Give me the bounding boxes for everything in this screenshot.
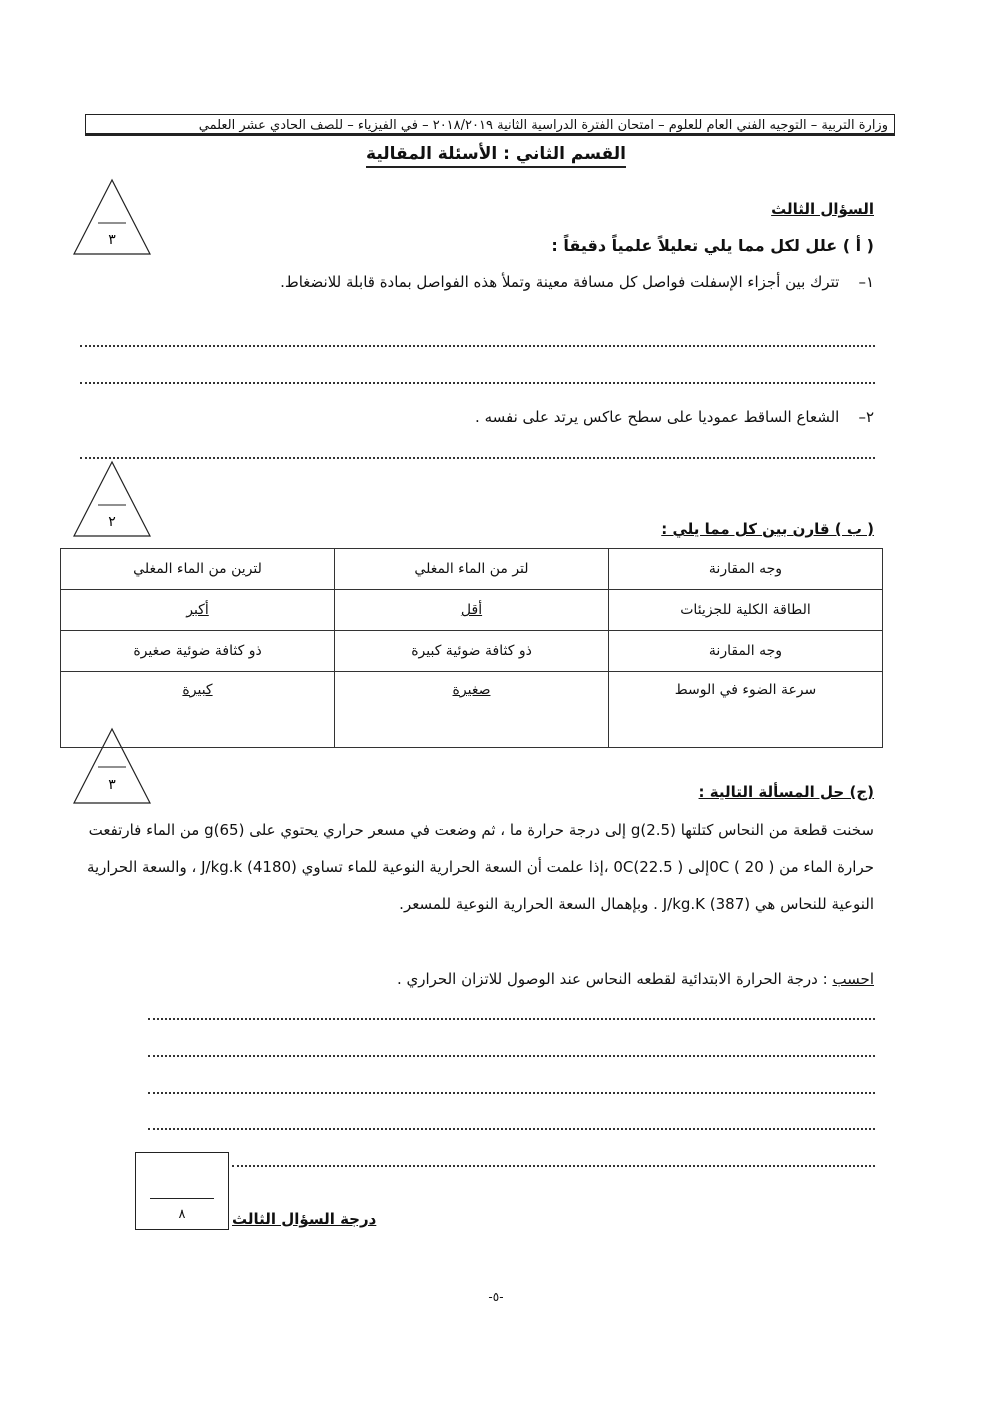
item-text: الشعاع الساقط عموديا على سطح عاكس يرتد على نفسه . bbox=[475, 408, 840, 426]
table-cell: لترين من الماء المغلي bbox=[61, 549, 335, 590]
answer-line[interactable] bbox=[80, 345, 875, 347]
score-triangle-a bbox=[72, 178, 152, 256]
table-row bbox=[61, 672, 883, 748]
answer-cell[interactable]: صغيرة bbox=[335, 672, 609, 748]
table-cell: وجه المقارنة bbox=[609, 549, 883, 590]
section-title bbox=[0, 144, 992, 164]
table-cell: وجه المقارنة bbox=[609, 631, 883, 672]
answer-line[interactable] bbox=[80, 457, 875, 459]
part-c-title: (ج) حل المسألة التالية : bbox=[698, 783, 874, 801]
answer-line[interactable] bbox=[148, 1055, 875, 1057]
total-label: درجة السؤال الثالث bbox=[232, 1210, 377, 1228]
table-cell: الطاقة الكلية للجزيئات bbox=[609, 590, 883, 631]
table-row bbox=[61, 631, 883, 672]
part-a-item-2 bbox=[114, 408, 874, 426]
item-text: تترك بين أجزاء الإسفلت فواصل كل مسافة معينة وتملأ هذه الفواصل بمادة قابلة للانضغاط. bbox=[280, 273, 840, 291]
score-triangle-c bbox=[72, 727, 152, 805]
answer-line[interactable] bbox=[148, 1018, 875, 1020]
score-divider bbox=[150, 1198, 214, 1199]
table-row bbox=[61, 590, 883, 631]
item-number: ٢– bbox=[858, 408, 874, 426]
page-number: -٥- bbox=[488, 1290, 504, 1304]
total-score-box bbox=[135, 1152, 229, 1230]
question-title: السؤال الثالث bbox=[771, 200, 874, 218]
comparison-table bbox=[60, 548, 883, 748]
answer-line[interactable] bbox=[232, 1165, 875, 1167]
score-triangle-b bbox=[72, 460, 152, 538]
part-b-title: ( ب ) قارن بين كل مما يلي : bbox=[661, 520, 874, 538]
section-title-text: القسم الثاني : الأسئلة المقالية bbox=[366, 144, 626, 168]
problem-text: سخنت قطعة من النحاس كتلتها g(2.5) إلى درجة حرارة ما ، ثم وضعت في مسعر حراري يحتوي على g(65) من الماء فارتفعت حرارة الماء من 0C ( 20 )إلى 0C(22.5 ) ،إذا علمت أن السعة الحرارية النوعية للماء تساوي J/kg.k (4180) ، والسعة الحرارية النوعية للنحاس هي J/kg.K (387) . وبإهمال السعة الحرارية النوعية للمسعر. bbox=[86, 821, 874, 913]
answer-cell[interactable]: أكبر bbox=[61, 590, 335, 631]
table-cell: ذو كثافة ضوئية صغيرة bbox=[61, 631, 335, 672]
table-cell: ذو كثافة ضوئية كبيرة bbox=[335, 631, 609, 672]
answer-line[interactable] bbox=[80, 382, 875, 384]
answer-line[interactable] bbox=[148, 1128, 875, 1130]
calc-text: : درجة الحرارة الابتدائية لقطعه النحاس عند الوصول للاتزان الحراري . bbox=[396, 970, 828, 988]
score-b: ٢ bbox=[108, 514, 116, 530]
item-number: ١– bbox=[858, 273, 874, 291]
table-row bbox=[61, 549, 883, 590]
exam-header: وزارة التربية – التوجيه الفني العام للعلوم – امتحان الفترة الدراسية الثانية ٢٠١٨/٢٠١٩ – في الفيزياء – للصف الحادي عشر العلمي bbox=[85, 114, 895, 136]
answer-cell[interactable]: أقل bbox=[335, 590, 609, 631]
table-cell: لتر من الماء المغلي bbox=[335, 549, 609, 590]
answer-line[interactable] bbox=[148, 1092, 875, 1094]
table-cell: سرعة الضوء في الوسط bbox=[609, 672, 883, 748]
calc-instruction bbox=[114, 970, 874, 988]
part-a-title: ( أ ) علل لكل مما يلي تعليلاً علمياً دقيقاً : bbox=[551, 236, 874, 255]
score-a: ٣ bbox=[108, 232, 116, 248]
total-score: ٨ bbox=[178, 1207, 186, 1222]
score-c: ٣ bbox=[108, 777, 116, 793]
part-a-item-1 bbox=[114, 273, 874, 291]
calc-label: احسب bbox=[832, 970, 874, 988]
answer-cell[interactable]: كبيرة bbox=[61, 672, 335, 748]
